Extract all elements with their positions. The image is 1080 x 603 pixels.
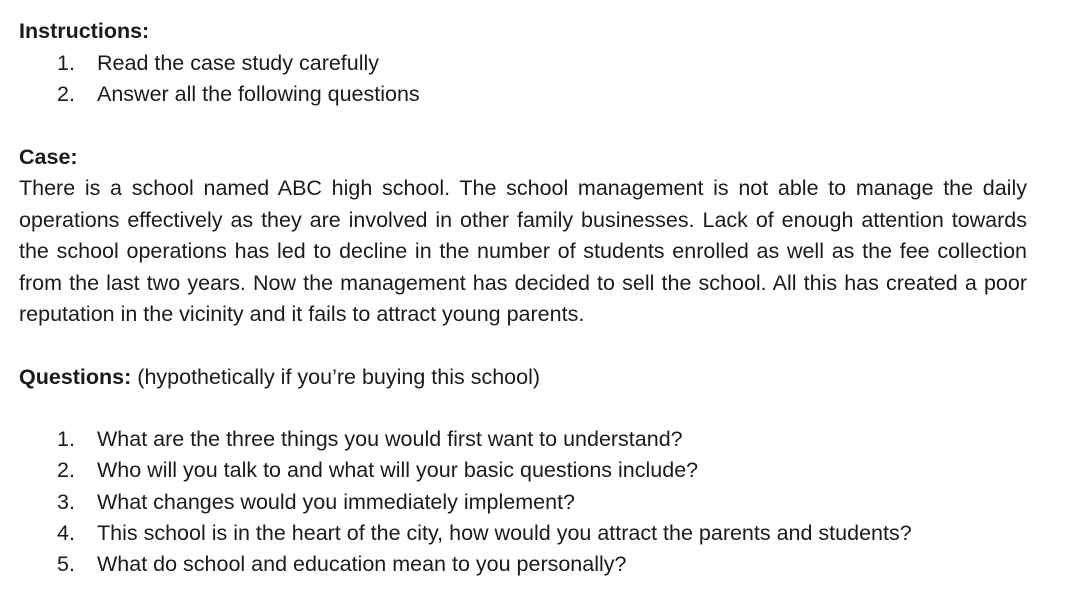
case-heading: Case: bbox=[19, 145, 78, 169]
list-item-number: 4. bbox=[57, 520, 75, 545]
list-item-number: 1. bbox=[57, 51, 75, 75]
list-item-text: This school is in the heart of the city, how would you attract the parents and students? bbox=[97, 520, 912, 545]
list-item-number: 5. bbox=[57, 552, 75, 577]
list-item-text: Who will you talk to and what will your basic questions include? bbox=[97, 458, 699, 483]
questions-note: (hypothetically if you’re buying this school) bbox=[137, 365, 541, 389]
list-item-text: What do school and education mean to you personally? bbox=[97, 552, 627, 577]
list-item-text: What changes would you immediately implement? bbox=[97, 489, 576, 514]
case-paragraph: There is a school named ABC high school. The school management is not able to manage the daily operations effectively as they are involved in other family businesses. Lack of enough attention towards the school operations has led to decline in the number of students enrolled as well as the fee collection from the last two years. Now the management has decided to sell the school. All this has created a poor reputation in the vicinity and it fails to attract young parents. bbox=[19, 176, 1027, 326]
list-item-number: 3. bbox=[57, 489, 75, 514]
list-item-number: 2. bbox=[57, 82, 75, 107]
list-item-text: Answer all the following questions bbox=[97, 82, 420, 107]
list-item-number: 1. bbox=[57, 427, 75, 451]
questions-heading-line bbox=[19, 362, 540, 393]
list-item-text: Read the case study carefully bbox=[97, 51, 380, 75]
instructions-heading: Instructions: bbox=[19, 19, 150, 43]
questions-heading: Questions: bbox=[19, 365, 132, 389]
list-item-text: What are the three things you would first want to understand? bbox=[97, 427, 683, 451]
list-item-number: 2. bbox=[57, 458, 75, 483]
